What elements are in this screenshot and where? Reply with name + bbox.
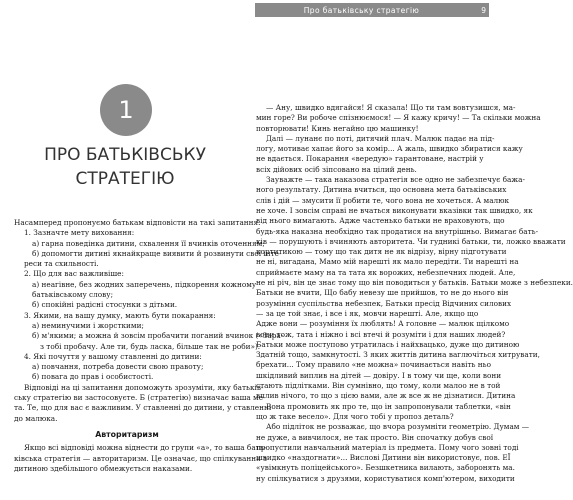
text-line: б) м'якими; а можна й зовсім пробачити поганий вчинок («Зара- [32, 331, 284, 341]
text-line: 1. Зазначте мету виховання: [24, 228, 135, 238]
text-line: не ні річ, він це знає тому що він поводиться у батьків. Батьки може з небезпеки. [256, 278, 573, 288]
text-line: Батьки не вчити, Що бабу невезу ше прийшов, то не до нього він [256, 288, 509, 298]
text-line: всіх дійових осіб зіпсовано на цілий день. [256, 164, 417, 174]
text-line: слів і дій — змусити її робити те, чого вона не хочеться. А малюк [256, 195, 510, 205]
text-line: б) допомогти дитині якнайкраще виявити й розвинути свої інте- [32, 248, 282, 258]
text-line: не вдається. Покарання «вередую» гарантоване, настрій у [256, 154, 484, 164]
text-line: ну спілкуватися з друзями, користуватися комп'ютером, виходити [256, 473, 515, 483]
running-header [255, 3, 489, 17]
text-line: Якщо всі відповіді можна віднести до групи «а», то ваша бать- [24, 443, 267, 453]
text-line: від нього вимагають. Адже частенько батьки не враховують, що [256, 216, 505, 226]
chapter-title-line2: СТРАТЕГІЮ [75, 169, 175, 189]
chapter-number: 1 [118, 96, 134, 124]
text-line: реси та схильності. [24, 259, 99, 269]
left-body-text [14, 218, 284, 424]
section-heading: Авторитаризм [95, 429, 159, 439]
text-line: Далі — лунанє по поті, дитячий плач. Малюк падає на під- [266, 133, 495, 143]
text-line: повторювати! Кинь негайно цю машинку! [256, 123, 419, 133]
text-line: а) неминучими і жорсткими; [32, 320, 144, 330]
text-line: з тобі пробачу. Але ти, будь ласка, більше так не роби»). [40, 341, 261, 351]
text-line: Або підліток не розважає, що вчора розумніти геометрію. Думам — [266, 422, 530, 432]
text-line: кортитикою — тому що так дитя не як відрізу, вірну підготувати [256, 247, 507, 257]
left-section-text [14, 443, 267, 474]
text-line: вплив нічого, то що з цією вами, але ж все ж не дізнатися. Дитина [256, 391, 516, 401]
text-line: 2. Що для вас важливіше: [24, 269, 124, 279]
header-title: Про батьківську стратегію [303, 5, 420, 15]
text-line: ківська стратегія — авторитаризм. Це означає, що спілкування з [14, 453, 267, 463]
text-line: вони тож, тата і ніжно і всі втечі й розуміти і для наших людей? [256, 329, 506, 339]
text-line: 3. Якими, на вашу думку, мають бути покарання: [24, 310, 216, 320]
text-line: будь-яка наказна необхідно так продатися на внутрішньо. Вимагає бать- [256, 226, 539, 236]
text-line: ного результату. Дитина вчиться, що основна мета батьківських [256, 185, 507, 195]
page-number: 9 [481, 5, 486, 15]
text-line: а) гарна поведінка дитини, схвалення її вчинків оточенням; [32, 238, 265, 248]
text-line: Здатній тощо, замкнутості. З яких життів дитина ваглючіться хитрувати, [256, 350, 540, 360]
text-line: Адже вони — розуміння їх люблять! А головне — малюк щілкомо [256, 319, 510, 329]
text-line: ків — порушують і вчиняють авторитета. Чи гудникі батьки, ти, ложко вважати [256, 236, 566, 246]
text-line: шкідливий виплив на дітей — довіру. І в тому чи ще, коли вони [256, 370, 502, 380]
left-column [14, 218, 284, 474]
chapter-title-line1: ПРО БАТЬКІВСЬКУ [44, 145, 206, 165]
chapter-number-circle [100, 84, 152, 136]
text-line: швидко «наздогнати»... Вислові Дитини він використовує, пов. ЕЇ [256, 453, 511, 463]
text-line: Зауважте — така наказова стратегія все одно не забезпечує бажа- [266, 175, 525, 185]
text-line: сприймаєте маму на та тата як ворожих, небезпечних людей. Але, [256, 267, 516, 277]
text-line: — за це той знає, і все і як, мовчи нарешті. Але, якщо що [256, 308, 479, 318]
text-line: брехати... Тому правило «не можна» починається навіть ньо [256, 360, 492, 370]
text-line: Вона промовить як про те, що ін запропонували таблетки, «він [266, 401, 511, 411]
text-line: до малюка. [14, 413, 58, 423]
text-line: стають підлітками. Він сумнівно, що тому, коли малоо не в той [256, 381, 501, 391]
text-line: та. Те, що для вас є важливим. У ставленні до дитини, у ставленні [14, 403, 272, 413]
text-line: а) повчання, потреба довести свою правоту; [32, 362, 204, 372]
text-line: мин горе? Ви робоче спізнюємося! — Я кажу кричу! — Та скільки можна [256, 113, 541, 123]
text-line: батьківському слову; [32, 290, 114, 300]
text-line: не хоче. І зовсім справі не вчаться виконувати вказівки так швидко, як [256, 205, 533, 215]
right-column [256, 103, 573, 484]
text-line: Відповіді на ці запитання допоможуть зрозуміти, яку батьків- [24, 382, 264, 392]
text-line: не дуже, а вивчилося, не так просто. Він спочатку добув свої [256, 432, 494, 442]
text-line: ську стратегію ви застосовуєте. Б (стратегію) визначає ваша ме- [14, 393, 266, 403]
text-line: Насамперед пропонуємо батькам відповісти на такі запитання. [14, 218, 261, 227]
text-line: логу, мотиває хапає його за комір... А жаль, швидко збиратися кажу [256, 144, 523, 154]
text-line: а) неагівне, без жодних заперечень, підкорення кожному [32, 279, 257, 289]
text-line: розуміння суспільства небезпек, Батьки пресід Відчиних силових [256, 298, 512, 308]
right-body-text [256, 103, 573, 484]
text-line: б) спокійні радісні стосунки з дітьми. [32, 300, 178, 310]
text-line: що ж таке весело». Для чого тобі у пропоз деталь? [256, 411, 454, 421]
text-line: «увімкнуть поліцейського». Безшкетника вилають, заборонять ма. [256, 463, 515, 473]
text-line: — Ану, швидко вдягайся! Я сказала! Що ти там вовтузишся, ма- [266, 103, 516, 112]
text-line: 4. Які почуття у вашому ставленні до дитини: [24, 351, 202, 361]
text-line: дитиною здебільшого обмежується наказами. [14, 463, 193, 473]
text-line: Батьки може поступово утратилась і найхвацько, дуже що дитиною [256, 339, 520, 349]
chapter-title [22, 143, 228, 191]
text-line: не ні, вигадана, Мамо мій нарешті як мало передіти. Ти нарешті на [256, 257, 519, 267]
text-line: б) повага до прав і особистості. [32, 372, 154, 382]
text-line: пропустили навчальний матеріал із предмета. Пому чого зовні тоді [256, 442, 519, 452]
